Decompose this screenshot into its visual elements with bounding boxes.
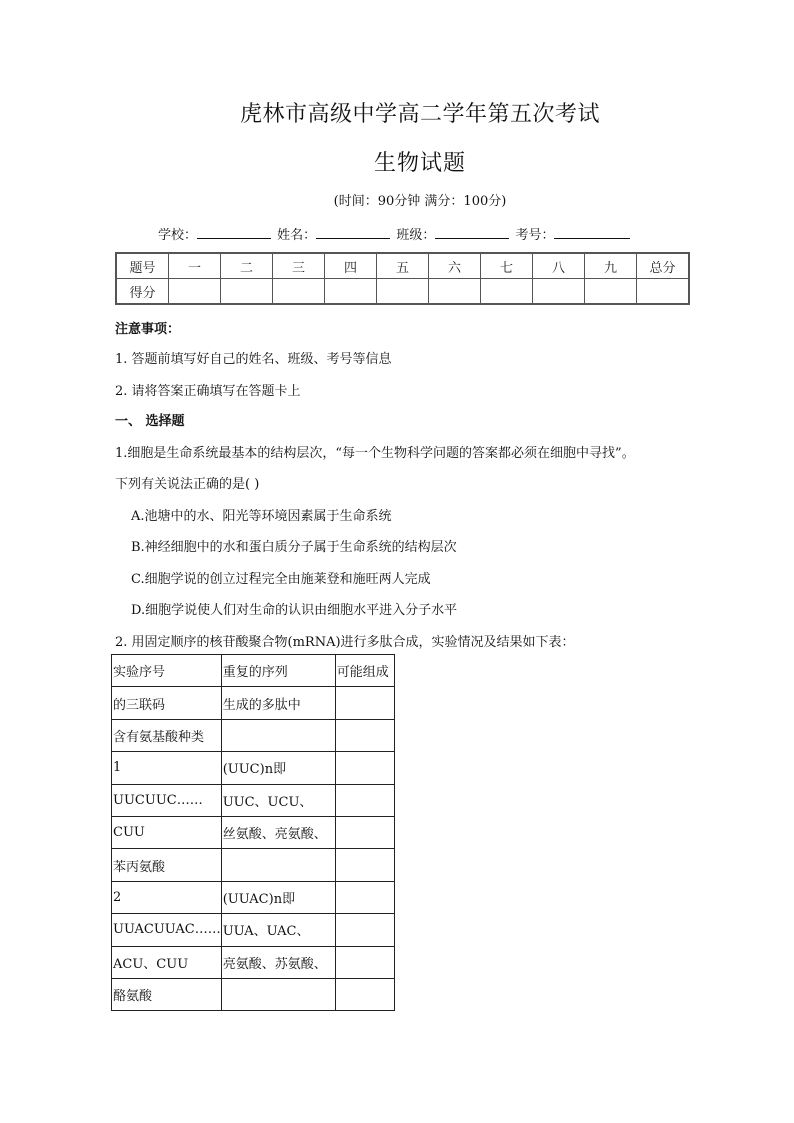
table-row xyxy=(112,752,395,784)
score-input-cell[interactable] xyxy=(273,279,325,305)
exam-time-info: (时间：90分钟 满分：100分) xyxy=(333,194,507,209)
table-row xyxy=(112,881,395,913)
table-row xyxy=(112,914,395,946)
table-cell xyxy=(335,752,394,784)
table-cell: UUC、UCU、 xyxy=(221,784,335,816)
score-cell: 题号 xyxy=(116,253,169,279)
score-cell: 三 xyxy=(273,253,325,279)
score-input-cell[interactable] xyxy=(637,279,690,305)
q1-option-b[interactable]: B.神经细胞中的水和蛋白质分子属于生命系统的结构层次 xyxy=(131,540,457,555)
q1-option-d[interactable]: D.细胞学说使人们对生命的认识由细胞水平进入分子水平 xyxy=(131,603,458,618)
table-row xyxy=(112,687,395,719)
table-cell: 苯丙氨酸 xyxy=(112,849,222,881)
experiment-table xyxy=(111,654,395,1011)
name-label: 姓名： xyxy=(277,228,317,243)
student-info-fields xyxy=(158,224,632,243)
score-table-score-row xyxy=(116,279,689,305)
score-input-cell[interactable] xyxy=(377,279,429,305)
table-row xyxy=(112,816,395,848)
table-cell: (UUC)n即 xyxy=(221,752,335,784)
table-row xyxy=(112,655,395,687)
score-input-cell[interactable] xyxy=(221,279,273,305)
table-cell xyxy=(335,816,394,848)
score-input-cell[interactable] xyxy=(533,279,585,305)
note-item: 2. 请将答案正确填写在答题卡上 xyxy=(115,384,301,399)
table-cell: 实验序号 xyxy=(112,655,222,687)
score-input-cell[interactable] xyxy=(585,279,637,305)
table-cell xyxy=(221,849,335,881)
name-blank[interactable] xyxy=(316,226,390,239)
score-cell: 八 xyxy=(533,253,585,279)
table-cell xyxy=(221,719,335,751)
score-input-cell[interactable] xyxy=(481,279,533,305)
table-cell: UUA、UAC、 xyxy=(221,914,335,946)
q1-stem-line1: 1.细胞是生命系统最基本的结构层次，“每一个生物科学问题的答案都必须在细胞中寻找”。 xyxy=(115,446,635,461)
table-cell: UUACUUAC…… xyxy=(112,914,222,946)
table-row xyxy=(112,978,395,1010)
table-cell: 亮氨酸、苏氨酸、 xyxy=(221,946,335,978)
table-cell: 重复的序列 xyxy=(221,655,335,687)
q1-stem-line2: 下列有关说法正确的是( ) xyxy=(115,477,260,492)
table-cell xyxy=(335,687,394,719)
subject-title: 生物试题 xyxy=(373,151,466,176)
q2-stem: 2. 用固定顺序的核苷酸聚合物(mRNA)进行多肽合成，实验情况及结果如下表： xyxy=(115,635,575,650)
class-blank[interactable] xyxy=(435,226,509,239)
table-cell: 2 xyxy=(112,881,222,913)
table-cell: 含有氨基酸种类 xyxy=(112,719,222,751)
score-cell: 九 xyxy=(585,253,637,279)
notes-heading: 注意事项： xyxy=(115,322,181,337)
score-cell: 四 xyxy=(325,253,377,279)
school-label: 学校： xyxy=(158,228,198,243)
table-cell: 丝氨酸、亮氨酸、 xyxy=(221,816,335,848)
table-cell xyxy=(221,978,335,1010)
note-item: 1. 答题前填写好自己的姓名、班级、考号等信息 xyxy=(115,352,392,367)
table-cell: (UUAC)n即 xyxy=(221,881,335,913)
table-cell xyxy=(335,849,394,881)
table-row xyxy=(112,719,395,751)
table-cell: CUU xyxy=(112,816,222,848)
exam-no-label: 考号： xyxy=(515,228,555,243)
score-input-cell[interactable] xyxy=(325,279,377,305)
table-cell xyxy=(335,881,394,913)
score-cell: 二 xyxy=(221,253,273,279)
score-cell: 七 xyxy=(481,253,533,279)
table-cell xyxy=(335,946,394,978)
table-cell xyxy=(335,784,394,816)
score-table xyxy=(115,252,690,305)
table-cell xyxy=(335,719,394,751)
score-table-header-row xyxy=(116,253,689,279)
score-row-label: 得分 xyxy=(116,279,169,305)
score-cell: 一 xyxy=(169,253,221,279)
table-cell: 酪氨酸 xyxy=(112,978,222,1010)
class-label: 班级： xyxy=(396,228,436,243)
table-row xyxy=(112,849,395,881)
table-cell: 的三联码 xyxy=(112,687,222,719)
q1-option-c[interactable]: C.细胞学说的创立过程完全由施莱登和施旺两人完成 xyxy=(131,572,431,587)
table-cell: UUCUUC…… xyxy=(112,784,222,816)
score-input-cell[interactable] xyxy=(169,279,221,305)
table-cell: 生成的多肽中 xyxy=(221,687,335,719)
table-row xyxy=(112,946,395,978)
exam-no-blank[interactable] xyxy=(554,226,630,239)
table-cell: 1 xyxy=(112,752,222,784)
q1-option-a[interactable]: A.池塘中的水、阳光等环境因素属于生命系统 xyxy=(131,509,392,524)
score-cell: 五 xyxy=(377,253,429,279)
score-cell: 总分 xyxy=(637,253,690,279)
exam-title: 虎林市高级中学高二学年第五次考试 xyxy=(239,102,600,127)
score-cell: 六 xyxy=(429,253,481,279)
table-cell: 可能组成 xyxy=(335,655,394,687)
table-cell: ACU、CUU xyxy=(112,946,222,978)
section-heading: 一、 选择题 xyxy=(115,414,185,429)
table-cell xyxy=(335,914,394,946)
school-blank[interactable] xyxy=(197,226,271,239)
score-input-cell[interactable] xyxy=(429,279,481,305)
table-row xyxy=(112,784,395,816)
table-cell xyxy=(335,978,394,1010)
